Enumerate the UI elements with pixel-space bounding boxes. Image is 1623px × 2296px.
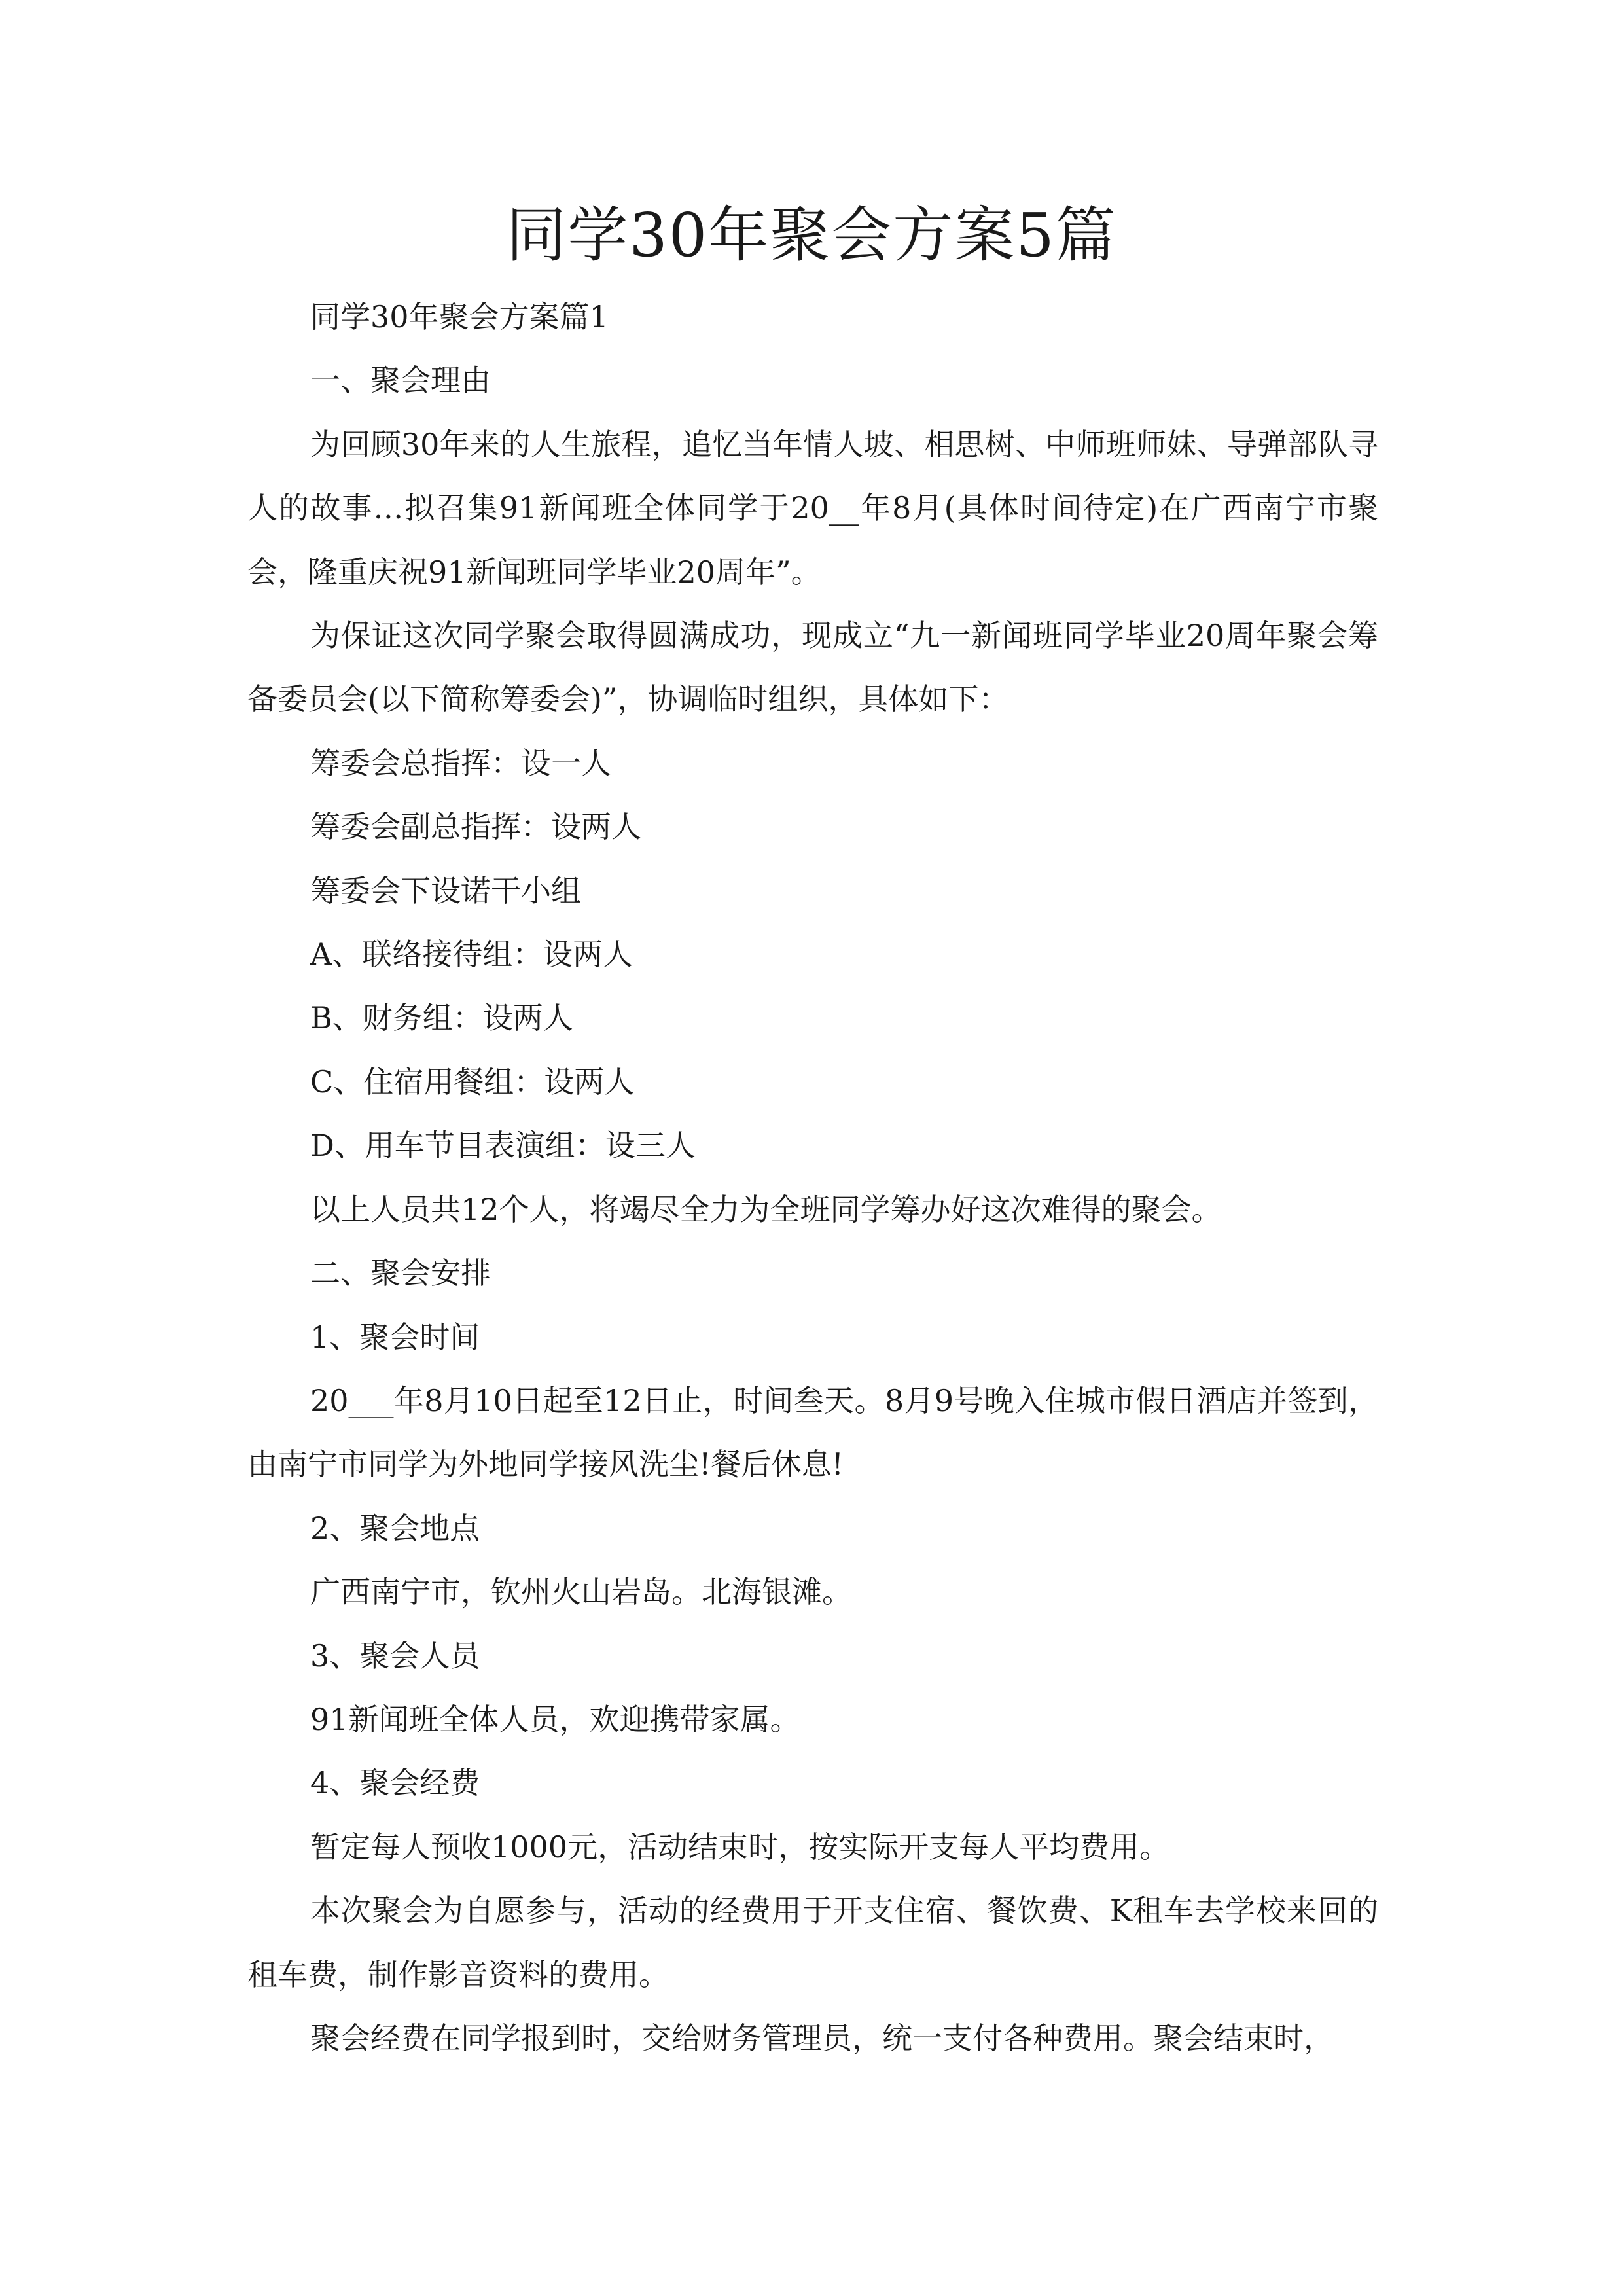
paragraph: 本次聚会为自愿参与，活动的经费用于开支住宿、餐饮费、K租车去学校来回的租车费，制作影音资料的费用。 — [247, 1893, 1378, 1992]
paragraph: 筹委会下设诺干小组 — [310, 872, 581, 908]
paragraph: 2、聚会地点 — [310, 1510, 480, 1546]
paragraph: 筹委会总指挥：设一人 — [310, 745, 611, 781]
paragraph: 为回顾30年来的人生旅程，追忆当年情人坡、相思树、中师班师妹、导弹部队寻人的故事…拟召集91新闻班全体同学于20__年8月(具体时间待定)在广西南宁市聚会，隆重庆祝91新闻班同学毕业20周年”。 — [247, 426, 1378, 590]
paragraph: 以上人员共12个人，将竭尽全力为全班同学筹办好这次难得的聚会。 — [310, 1191, 1222, 1227]
paragraph: 广西南宁市，钦州火山岩岛。北海银滩。 — [310, 1574, 852, 1610]
list-item: B、财务组：设两人 — [310, 1000, 573, 1036]
paragraph: 为保证这次同学聚会取得圆满成功，现成立“九一新闻班同学毕业20周年聚会筹备委员会(以下简称筹委会)”，协调临时组织，具体如下： — [247, 618, 1378, 717]
list-item: D、用车节目表演组：设三人 — [310, 1128, 696, 1164]
paragraph: 4、聚会经费 — [310, 1765, 480, 1801]
paragraph: 二、聚会安排 — [310, 1255, 491, 1291]
paragraph: 暂定每人预收1000元，活动结束时，按实际开支每人平均费用。 — [310, 1829, 1170, 1865]
list-item: C、住宿用餐组：设两人 — [310, 1064, 635, 1100]
paragraph: 1、聚会时间 — [310, 1319, 480, 1355]
page-title: 同学30年聚会方案5篇 — [506, 200, 1117, 270]
paragraph: 91新闻班全体人员，欢迎携带家属。 — [310, 1701, 800, 1737]
document-body — [247, 285, 1378, 2070]
paragraph: 20___年8月10日起至12日止，时间叁天。8月9号晚入住城市假日酒店并签到，由南宁市同学为外地同学接风洗尘!餐后休息! — [247, 1382, 1378, 1482]
paragraph: 一、聚会理由 — [310, 363, 491, 399]
paragraph: 筹委会副总指挥：设两人 — [310, 809, 641, 845]
section-heading: 同学30年聚会方案篇1 — [310, 299, 609, 334]
paragraph: 3、聚会人员 — [310, 1638, 480, 1674]
list-item: A、联络接待组：设两人 — [310, 937, 633, 973]
paragraph: 聚会经费在同学报到时，交给财务管理员，统一支付各种费用。聚会结束时， — [310, 2020, 1334, 2056]
